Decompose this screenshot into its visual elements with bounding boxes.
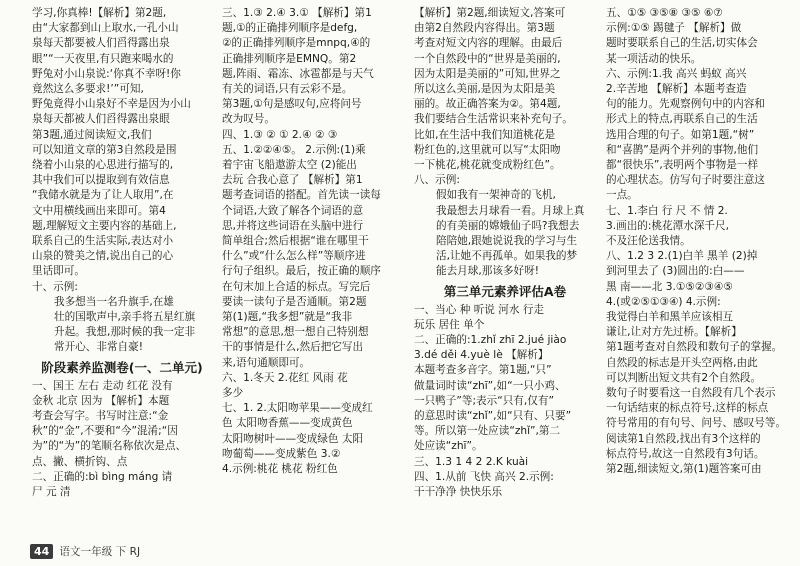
text-line: 句的能力。先观察例句中的内容和 (606, 98, 765, 111)
text-line: 竟然这么多要求!’”可知, (32, 83, 144, 96)
text-line: ②的正确排列顺序是mnpq,④的 (222, 37, 371, 50)
col3-q2 (414, 333, 596, 455)
text-line: 阅读第1自然段,找出有3个这样的 (606, 432, 761, 445)
text-line: 野兔竟得小山泉好不幸是因为小山 (32, 98, 191, 111)
text-line: 八、1.2 3 2.(1)白羊 黑羊 (2)掉 (606, 250, 758, 263)
text-line: 题,阵雨、霜冻、冰雹都是与天气 (222, 67, 374, 80)
text-line: 绕着小山泉的心思进行描写的, (32, 159, 174, 172)
text-line: 能去月球,那该多好呀! (436, 265, 539, 278)
text-line: 考查对短文内容的理解。由最后 (414, 37, 563, 50)
text-line: 要读一读句子是否通顺。第2题 (222, 295, 367, 308)
column-1 (32, 6, 212, 500)
text-line: 处应读“zhī”。 (414, 440, 483, 453)
col1-answer-text (32, 6, 212, 280)
text-line: 野兔对小山泉说:‘你真不幸呀!你 (32, 67, 181, 80)
text-line: 七、1.李白 行 尺 不 情 2. (606, 204, 728, 217)
text-line: 什么”或“什么怎么样”等顺序进 (222, 250, 366, 263)
text-line: 我最想去月球看一看。月球上真 (436, 204, 585, 217)
text-line: 联系自己的生活实际,表达对小 (32, 235, 174, 248)
text-line: 多少 (222, 387, 244, 400)
text-line: 示例:①⑤ 踢毽子 【解析】做 (606, 22, 742, 35)
text-line: 四、1.③ ② ① 2.④ ② ③ (222, 128, 338, 141)
text-line: 第(1)题,“我多想”就是“我非 (222, 311, 353, 324)
text-line: 选用合理的句子。如第1题,“树” (606, 128, 755, 141)
text-line: 正确排列顺序是EMNQ。第2 (222, 52, 357, 65)
text-line: 由“大家都到山上取水,一孔小山 (32, 22, 179, 35)
col3-q4 (414, 470, 596, 500)
text-line: 五、①⑤ ③⑤⑧ ③⑤ ⑥⑦ (606, 7, 723, 19)
text-line: 文中用横线画出来即可。第4 (32, 204, 166, 217)
text-line: 五、1.②②④⑤。 2.示例:(1)乘 (222, 143, 366, 156)
text-line: 干的事情是什么,然后把它写出 (222, 341, 364, 354)
text-line: 我们要结合生活常识来补充句子。 (414, 113, 573, 126)
text-line: 比如,在生活中我们知道桃花是 (414, 128, 556, 141)
text-line: 点、撇、横折钩、点 (32, 455, 128, 468)
col3-q1 (414, 303, 596, 333)
col3-answer-text (414, 6, 596, 173)
text-line: 吻葡萄——变成紫色 3.② (222, 447, 341, 460)
text-line: 泉每天都被人们舀得露出泉眼 (32, 113, 170, 126)
text-line: 不及汪伦送我情。 (606, 235, 691, 248)
text-line: 常想”的意思,想一想自己特别想 (222, 326, 369, 339)
text-line: 某一项活动的快乐。 (606, 52, 702, 65)
text-line: 来,语句通顺即可。 (222, 356, 311, 369)
text-line: 四、1.从前 飞快 高兴 2.示例: (414, 470, 554, 483)
text-line: 2.辛苦地 【解析】本题考查造 (606, 83, 747, 96)
q8-heading: 八、示例: (414, 174, 460, 187)
text-line: 秋”的“金”,不要和“今”混淆;“因 (32, 425, 178, 438)
text-line: 去玩 合我心意了 【解析】第1 (222, 174, 363, 187)
text-line: 尸 元 清 (32, 486, 71, 499)
page-number: 44 (30, 544, 53, 559)
text-line: 第2题,细读短文,第(1)题答案可由 (606, 463, 762, 476)
text-line: 的意思时读“zhǐ”,如“只有、只要” (414, 410, 572, 423)
text-line: 其中我们可以提取到有效信息 (32, 174, 170, 187)
text-line: 题,理解短文主要内容的基础上, (32, 219, 177, 232)
text-line: 一点。 (606, 189, 638, 202)
text-line: 二、正确的:bì bìng máng 请 (32, 470, 173, 483)
text-line: 第3题,通过阅读短文,我们 (32, 128, 152, 141)
text-line: 的有美丽的嫦娥仙子吗?我想去 (436, 219, 580, 232)
text-line: 自然段的标志是开头空两格,由此 (606, 356, 758, 369)
text-line: 粉红色的,这里就可以写“太阳吻 (414, 143, 561, 156)
col3-essay (414, 188, 596, 279)
text-line: 本题考查多音字。第1题,“只” (414, 364, 552, 377)
text-line: 六、1.冬天 2.花红 风雨 花 (222, 371, 348, 384)
text-line: 题,①的正确排列顺序是defg, (222, 22, 358, 35)
text-line: 由第2自然段内容得出。第3题 (414, 22, 555, 35)
col2-answer-text (222, 6, 402, 371)
text-line: 可以知道文章的第3自然段是围 (32, 143, 177, 156)
text-line: 第1题考查对自然段和数句子的掌握。 (606, 341, 783, 354)
text-line: 有关的词语,只有云彩不是。 (222, 83, 353, 96)
text-line: 简单组合;然后根据“谁在哪里干 (222, 235, 369, 248)
text-line: “我储水就是为了让人取用”,在 (32, 189, 174, 202)
text-line: 形式上的特点,再联系自己的生活 (606, 113, 758, 126)
text-line: 壮的国歌声中,亲手将五星红旗 (54, 311, 196, 324)
text-line: 一只鸭子”等;表示“只有,仅有” (414, 394, 554, 407)
q10-heading: 十、示例: (32, 280, 78, 293)
text-line: 眼”“一天夜里,有只跑来喝水的 (32, 52, 174, 65)
text-line: 一下桃花,桃花就变成粉红色”。 (414, 159, 561, 172)
text-line: 谦让,让对方先过桥。【解析】 (606, 326, 742, 339)
text-line: 因为太阳是美丽的”可知,世界之 (414, 67, 561, 80)
text-line: 思,并将这些词语在头脑中进行 (222, 219, 364, 232)
text-line: 常开心、非常自豪! (54, 341, 143, 354)
text-line: 在句末加上合适的标点。写完后 (222, 280, 371, 293)
text-line: 4.示例:桃花 桃花 粉红色 (222, 463, 338, 476)
text-line: 和“喜鹊”是两个并列的事物,他们 (606, 143, 759, 156)
text-line: 等。所以第一处应读“zhǐ”,第二 (414, 425, 561, 438)
text-line: 3.dé děi 4.yuè lè 【解析】 (414, 349, 549, 362)
text-line: 个词语,大致了解各个词语的意 (222, 204, 364, 217)
text-line: 4.(或②⑤①③④) 4.示例: (606, 295, 721, 308)
text-line: 一、当心 种 听说 河水 行走 (414, 303, 545, 316)
section-title-stage-test: 阶段素养监测卷(一、二单元) (41, 359, 203, 375)
text-line: 六、示例:1.我 高兴 蚂蚁 高兴 (606, 67, 747, 80)
text-line: 题考查词语的搭配。首先读一读每 (222, 189, 381, 202)
text-line: 所以这么美丽,是因为太阳是美 (414, 83, 556, 96)
text-line: 泉每天都要被人们舀得露出泉 (32, 37, 170, 50)
text-line: 金秋 北京 因为 【解析】本题 (32, 394, 170, 407)
text-line: 标点符号,故这一自然段有3句话。 (606, 447, 765, 460)
col1-q1 (32, 379, 212, 470)
text-line: 一句话结束的标点符号,这样的标点 (606, 402, 769, 415)
col1-q2 (32, 470, 212, 500)
text-line: 着宇宙飞船遨游太空 (2)能出 (222, 159, 357, 172)
text-line: 符号常用的有句号、问号、感叹号等。 (606, 417, 787, 430)
text-line: 七、1. 2.太阳吻苹果——变成红 (222, 402, 373, 415)
text-line: 丽的。故正确答案为②。第4题, (414, 98, 561, 111)
column-2 (222, 6, 402, 477)
text-line: 3.画出的:桃花潭水深千尺, (606, 219, 729, 232)
text-line: 【解析】第2题,细读短文,答案可 (414, 7, 566, 19)
text-line: 考查会写字。书写时注意:“金 (32, 410, 169, 423)
col2-q7 (222, 401, 402, 477)
text-line: 干干净净 快快乐乐 (414, 486, 503, 499)
column-4 (606, 6, 788, 477)
book-label: 语文一年级 下 RJ (59, 546, 141, 558)
col2-q6 (222, 371, 402, 401)
col3-q3: 三、1.3 1 4 2 2.K kuài (414, 455, 529, 468)
text-line: 太阳吻树叶——变成绿色 太阳 (222, 432, 364, 445)
section-title-unit3: 第三单元素养评估A卷 (443, 283, 567, 299)
col4-answer-text (606, 6, 788, 477)
text-line: 到河里去了 (3)圆出的:白—— (606, 265, 745, 278)
text-line: 升起。我想,那时候的我一定非 (54, 326, 196, 339)
text-line: 色 太阳吻香蕉——变成黄色 (222, 417, 353, 430)
text-line: 改为叹号。 (222, 113, 275, 126)
text-line: 一个自然段中的“世界是美丽的, (414, 52, 561, 65)
text-line: 山泉的赞美之情,说出自己的心 (32, 250, 174, 263)
text-line: 为”的“为”的笔顺名称依次是点、 (32, 440, 187, 453)
text-line: 假如我有一架神奇的飞机, (436, 189, 556, 202)
text-line: 的心理状态。仿写句子时要注意这 (606, 174, 765, 187)
text-line: 可以判断出短文共有2个自然段。 (606, 371, 762, 384)
page-footer (30, 544, 140, 559)
text-line: 都“很快乐”,表明两个事物是一样 (606, 159, 759, 172)
text-line: 做量词时读“zhī”,如“一只小鸡、 (414, 379, 566, 392)
text-line: 我多想当一名升旗手,在雄 (54, 295, 174, 308)
text-line: 第3题,①句是感叹句,应将问号 (222, 98, 362, 111)
text-line: 一、国王 左右 走动 红花 没有 (32, 379, 173, 392)
text-line: 玩乐 居住 单个 (414, 318, 485, 331)
text-line: 陪陪她,跟她说说我的学习与生 (436, 235, 578, 248)
text-line: 二、正确的:1.zhǐ zhī 2.jué jiào (414, 334, 567, 347)
text-line: 里话即可。 (32, 265, 85, 278)
column-3 (414, 6, 596, 500)
text-line: 数句子时要看这一自然段有几个表示 (606, 387, 776, 400)
text-line: 黑 南——北 3.①⑤②③④⑤ (606, 280, 733, 293)
text-line: 行句子组织。最后，按正确的顺序 (222, 265, 381, 278)
text-line: 学习,你真棒!【解析】第2题, (32, 7, 167, 19)
col1-essay (32, 295, 212, 356)
text-line: 题时要联系自己的生活,切实体会 (606, 37, 758, 50)
text-line: 活,让她不再孤单。如果我的梦 (436, 250, 578, 263)
text-line: 我觉得白羊和黑羊应该相互 (606, 311, 734, 324)
text-line: 三、1.③ 2.④ 3.① 【解析】第1 (222, 7, 372, 19)
